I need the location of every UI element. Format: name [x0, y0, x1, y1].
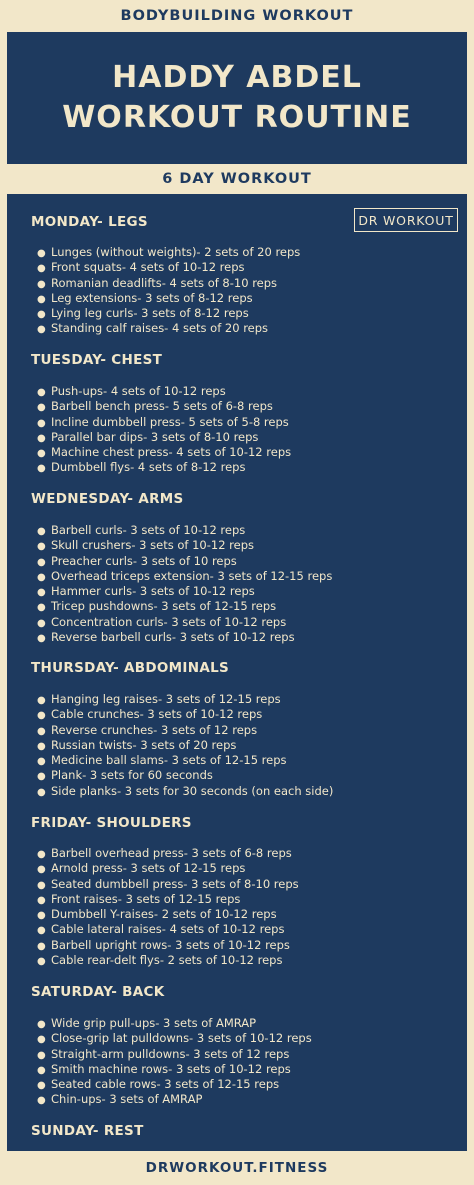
banner-text: BODYBUILDING WORKOUT — [120, 8, 354, 24]
exercise-text: Barbell overhead press- 3 sets of 6-8 reps — [51, 846, 292, 860]
bullet-icon: ● — [37, 756, 46, 768]
exercise-item — [37, 861, 299, 876]
exercise-text: Close-grip lat pulldowns- 3 sets of 10-12 reps — [51, 1031, 312, 1046]
exercise-item — [37, 738, 333, 753]
exercise-text: Seated dumbbell press- 3 sets of 8-10 reps — [51, 876, 299, 891]
title-box — [7, 32, 467, 164]
bullet-icon: ● — [37, 571, 46, 583]
exercise-text: Barbell bench press- 5 sets of 6-8 reps — [51, 399, 273, 414]
exercise-item — [37, 892, 299, 907]
exercise-item — [37, 615, 332, 630]
bullet-icon: ● — [37, 956, 46, 968]
bullet-icon: ● — [37, 925, 46, 937]
bullet-icon: ● — [37, 894, 46, 906]
bullet-icon: ● — [37, 541, 46, 553]
exercise-item — [37, 445, 291, 460]
exercise-text: Side planks- 3 sets for 30 seconds (on each side) — [51, 783, 334, 798]
exercise-item — [37, 415, 291, 430]
bullet-icon: ● — [37, 463, 46, 475]
exercise-text: Machine chest press- 4 sets of 10-12 reps — [51, 445, 292, 460]
exercise-item — [37, 768, 333, 783]
exercise-item — [37, 938, 299, 953]
exercise-item — [37, 1016, 312, 1031]
exercise-item — [37, 846, 299, 861]
exercise-item — [37, 554, 332, 569]
exercise-text: Overhead triceps extension- 3 sets of 12-15 reps — [51, 568, 333, 583]
exercise-item — [37, 523, 332, 538]
exercise-text: Standing calf raises- 4 sets of 20 reps — [51, 321, 269, 336]
exercise-text: Leg extensions- 3 sets of 8-12 reps — [51, 290, 253, 305]
bullet-icon: ● — [37, 248, 46, 259]
exercise-item — [37, 399, 291, 414]
exercise-item — [37, 953, 299, 968]
day-heading-saturday: SATURDAY- BACK — [31, 984, 165, 1000]
exercise-text: Romanian deadlifts- 4 sets of 8-10 reps — [51, 275, 278, 290]
exercise-list-friday — [37, 846, 299, 968]
day-heading-tuesday: TUESDAY- CHEST — [31, 352, 163, 368]
exercise-item — [37, 538, 332, 553]
exercise-text: Cable lateral raises- 4 sets of 10-12 reps — [51, 922, 285, 937]
exercise-item — [37, 321, 300, 336]
exercise-text: Hammer curls- 3 sets of 10-12 reps — [51, 584, 255, 599]
day-heading-sunday: SUNDAY- REST — [31, 1123, 144, 1139]
exercise-list-saturday — [37, 1016, 312, 1108]
exercise-item — [37, 584, 332, 599]
title-line-2: WORKOUT ROUTINE — [62, 100, 412, 135]
exercise-text: Skull crushers- 3 sets of 10-12 reps — [51, 538, 255, 553]
bullet-icon: ● — [37, 324, 46, 336]
bullet-icon: ● — [37, 864, 46, 876]
day-heading-monday: MONDAY- LEGS — [31, 214, 148, 230]
exercise-text: Medicine ball slams- 3 sets of 12-15 reps — [51, 753, 287, 768]
subtitle-banner — [0, 164, 474, 194]
bullet-icon: ● — [37, 587, 46, 599]
bullet-icon: ● — [37, 1049, 46, 1061]
exercise-list-thursday — [37, 692, 333, 799]
exercise-text: Lunges (without weights)- 2 sets of 20 reps — [51, 245, 301, 259]
exercise-item — [37, 306, 300, 321]
bullet-icon: ● — [37, 786, 46, 798]
day-heading-friday: FRIDAY- SHOULDERS — [31, 815, 192, 831]
bullet-icon: ● — [37, 695, 46, 706]
exercise-text: Plank- 3 sets for 60 seconds — [51, 768, 213, 783]
exercise-list-wednesday — [37, 523, 332, 645]
exercise-text: Push-ups- 4 sets of 10-12 reps — [51, 384, 226, 398]
footer-banner — [0, 1151, 474, 1185]
exercise-item — [37, 753, 333, 768]
bullet-icon: ● — [37, 1019, 46, 1030]
exercise-text: Front raises- 3 sets of 12-15 reps — [51, 891, 241, 906]
exercise-text: Chin-ups- 3 sets of AMRAP — [51, 1092, 203, 1107]
exercise-item — [37, 1077, 312, 1092]
exercise-item — [37, 460, 291, 475]
exercise-item — [37, 692, 333, 707]
exercise-text: Arnold press- 3 sets of 12-15 reps — [51, 861, 246, 876]
bullet-icon: ● — [37, 309, 46, 321]
exercise-text: Barbell curls- 3 sets of 10-12 reps — [51, 523, 246, 537]
title-line-1: HADDY ABDEL — [112, 60, 362, 95]
footer-text: DRWORKOUT.FITNESS — [145, 1160, 329, 1176]
exercise-item — [37, 1092, 312, 1107]
bullet-icon: ● — [37, 1095, 46, 1107]
bullet-icon: ● — [37, 910, 46, 922]
exercise-text: Reverse barbell curls- 3 sets of 10-12 reps — [51, 630, 295, 645]
bullet-icon: ● — [37, 432, 46, 444]
exercise-item — [37, 430, 291, 445]
bullet-icon: ● — [37, 940, 46, 952]
day-heading-wednesday: WEDNESDAY- ARMS — [31, 491, 184, 507]
exercise-item — [37, 1047, 312, 1062]
exercise-item — [37, 384, 291, 399]
exercise-list-tuesday — [37, 384, 291, 476]
bullet-icon: ● — [37, 293, 46, 305]
exercise-text: Dumbbell flys- 4 sets of 8-12 reps — [51, 460, 246, 475]
exercise-item — [37, 245, 300, 260]
bullet-icon: ● — [37, 849, 46, 860]
exercise-item — [37, 276, 300, 291]
bullet-icon: ● — [37, 1034, 46, 1046]
exercise-text: Seated cable rows- 3 sets of 12-15 reps — [51, 1077, 280, 1092]
exercise-text: Reverse crunches- 3 sets of 12 reps — [51, 722, 258, 737]
bullet-icon: ● — [37, 771, 46, 783]
exercise-item — [37, 599, 332, 614]
bullet-icon: ● — [37, 1080, 46, 1092]
bullet-icon: ● — [37, 633, 46, 645]
bullet-icon: ● — [37, 448, 46, 460]
exercise-text: Preacher curls- 3 sets of 10 reps — [51, 553, 237, 568]
dr-workout-badge: DR WORKOUT — [354, 208, 458, 232]
exercise-text: Lying leg curls- 3 sets of 8-12 reps — [51, 306, 249, 321]
bullet-icon: ● — [37, 725, 46, 737]
exercise-text: Tricep pushdowns- 3 sets of 12-15 reps — [51, 599, 277, 614]
exercise-text: Incline dumbbell press- 5 sets of 5-8 reps — [51, 414, 289, 429]
exercise-text: Cable rear-delt flys- 2 sets of 10-12 reps — [51, 953, 283, 968]
top-banner — [0, 0, 474, 32]
exercise-item — [37, 784, 333, 799]
workout-content — [7, 194, 467, 1151]
exercise-text: Straight-arm pulldowns- 3 sets of 12 reps — [51, 1046, 290, 1061]
exercise-text: Dumbbell Y-raises- 2 sets of 10-12 reps — [51, 907, 277, 922]
bullet-icon: ● — [37, 402, 46, 414]
exercise-text: Smith machine rows- 3 sets of 10-12 reps — [51, 1061, 291, 1076]
exercise-item — [37, 1062, 312, 1077]
bullet-icon: ● — [37, 556, 46, 568]
exercise-item — [37, 291, 300, 306]
exercise-text: Barbell upright rows- 3 sets of 10-12 reps — [51, 937, 290, 952]
bullet-icon: ● — [37, 417, 46, 429]
exercise-text: Parallel bar dips- 3 sets of 8-10 reps — [51, 429, 259, 444]
exercise-text: Concentration curls- 3 sets of 10-12 reps — [51, 614, 287, 629]
bullet-icon: ● — [37, 278, 46, 290]
bullet-icon: ● — [37, 263, 46, 275]
exercise-text: Cable crunches- 3 sets of 10-12 reps — [51, 707, 263, 722]
subtitle-text: 6 DAY WORKOUT — [162, 171, 312, 187]
bullet-icon: ● — [37, 617, 46, 629]
exercise-item — [37, 1031, 312, 1046]
day-heading-thursday: THURSDAY- ABDOMINALS — [31, 660, 229, 676]
exercise-list-monday — [37, 245, 300, 337]
exercise-item — [37, 922, 299, 937]
bullet-icon: ● — [37, 740, 46, 752]
exercise-text: Hanging leg raises- 3 sets of 12-15 reps — [51, 692, 281, 706]
exercise-text: Front squats- 4 sets of 10-12 reps — [51, 260, 245, 275]
exercise-item — [37, 569, 332, 584]
exercise-text: Wide grip pull-ups- 3 sets of AMRAP — [51, 1016, 257, 1030]
exercise-item — [37, 877, 299, 892]
bullet-icon: ● — [37, 526, 46, 537]
exercise-item — [37, 630, 332, 645]
exercise-item — [37, 707, 333, 722]
bullet-icon: ● — [37, 879, 46, 891]
exercise-item — [37, 723, 333, 738]
exercise-item — [37, 260, 300, 275]
bullet-icon: ● — [37, 602, 46, 614]
exercise-text: Russian twists- 3 sets of 20 reps — [51, 737, 237, 752]
bullet-icon: ● — [37, 1064, 46, 1076]
exercise-item — [37, 907, 299, 922]
bullet-icon: ● — [37, 387, 46, 398]
bullet-icon: ● — [37, 710, 46, 722]
